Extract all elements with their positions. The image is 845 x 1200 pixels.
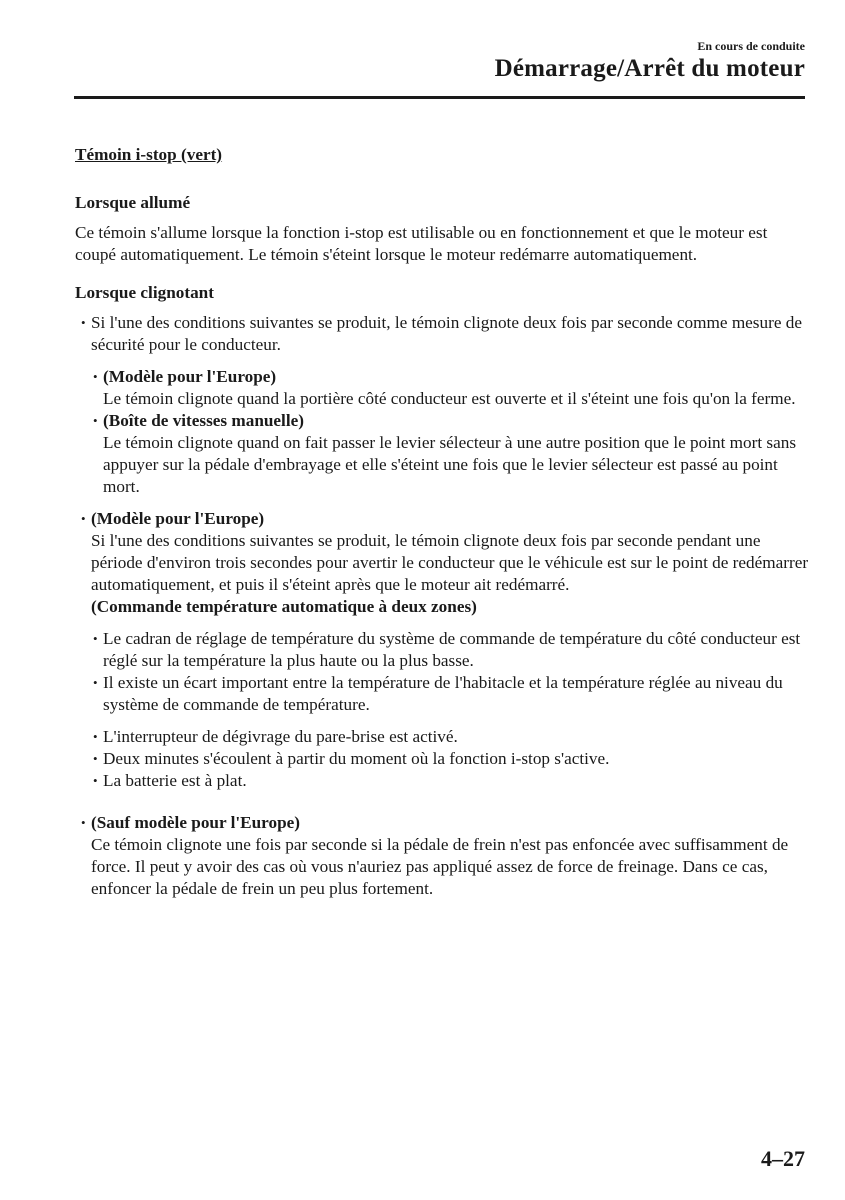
- list-item-text: Si l'une des conditions suivantes se produit, le témoin clignote deux fois par seconde pendant une période d'environ trois secondes pour avertir le conducteur que le véhicule est sur le point de redémarrer automatiquement, et puis il s'éteint après que le moteur ait redémarré.: [91, 531, 809, 594]
- bullet-icon: •: [93, 675, 98, 690]
- bullet-icon: •: [93, 413, 98, 428]
- bullet-icon: •: [93, 751, 98, 766]
- lit-paragraph: Ce témoin s'allume lorsque la fonction i-stop est utilisable ou en fonctionnement et que le moteur est coupé automatiquement. Le témoin s'éteint lorsque le moteur redémarre automatiquement.: [75, 223, 768, 264]
- header-divider: [74, 96, 805, 99]
- list-item: [93, 628, 810, 672]
- list-item: [93, 748, 810, 770]
- list-item-text: Si l'une des conditions suivantes se produit, le témoin clignote deux fois par seconde comme mesure de sécurité pour le conducteur.: [91, 313, 802, 354]
- list-item-text: Le témoin clignote quand la portière côté conducteur est ouverte et il s'éteint une fois qu'on la ferme.: [103, 389, 796, 408]
- list-item: [81, 508, 810, 618]
- list-item: [93, 672, 810, 716]
- list-item-text: Le cadran de réglage de température du système de commande de température du côté conducteur est réglé sur la température la plus haute ou la plus basse.: [103, 629, 801, 670]
- list-item: [81, 312, 810, 356]
- list-item-text: L'interrupteur de dégivrage du pare-brise est activé.: [103, 727, 458, 746]
- section-title: Témoin i-stop (vert): [75, 145, 223, 164]
- page-number: 4–27: [761, 1146, 805, 1171]
- list-item: [93, 366, 810, 410]
- list-item-text: Deux minutes s'écoulent à partir du moment où la fonction i-stop s'active.: [103, 749, 610, 768]
- list-item-sublabel: (Commande température automatique à deux zones): [91, 597, 477, 616]
- header-section-label: En cours de conduite: [697, 39, 805, 53]
- bullet-icon: •: [93, 729, 98, 744]
- list-item-text: La batterie est à plat.: [103, 771, 247, 790]
- bullet-icon: •: [93, 773, 98, 788]
- bullet-icon: •: [93, 631, 98, 646]
- list-item: [93, 770, 810, 792]
- list-item: [93, 410, 810, 498]
- page-title: Démarrage/Arrêt du moteur: [494, 55, 805, 82]
- bullet-icon: •: [81, 815, 86, 830]
- list-item-label: (Modèle pour l'Europe): [91, 509, 265, 528]
- lit-heading: Lorsque allumé: [75, 193, 191, 212]
- list-item-label: (Boîte de vitesses manuelle): [103, 411, 304, 430]
- bullet-icon: •: [93, 369, 98, 384]
- list-item-text: Le témoin clignote quand on fait passer le levier sélecteur à une autre position que le point mort sans appuyer sur la pédale d'embrayage et elle s'éteint une fois que le levier sélecteur est passé au point mort.: [103, 433, 797, 496]
- list-item: [93, 726, 810, 748]
- list-item-text: Il existe un écart important entre la température de l'habitacle et la température réglée au niveau du système de commande de température.: [103, 673, 783, 714]
- page-content: [75, 144, 810, 900]
- blink-heading: Lorsque clignotant: [75, 283, 214, 302]
- list-item: [81, 812, 810, 900]
- list-item-text: Ce témoin clignote une fois par seconde si la pédale de frein n'est pas enfoncée avec suffisamment de force. Il peut y avoir des cas où vous n'auriez pas appliqué assez de force de freinage. Dans ce cas, enfoncer la pédale de frein un peu plus fortement.: [91, 835, 789, 898]
- bullet-icon: •: [81, 511, 86, 526]
- list-item-label: (Sauf modèle pour l'Europe): [91, 813, 300, 832]
- list-item-label: (Modèle pour l'Europe): [103, 367, 277, 386]
- bullet-icon: •: [81, 315, 86, 330]
